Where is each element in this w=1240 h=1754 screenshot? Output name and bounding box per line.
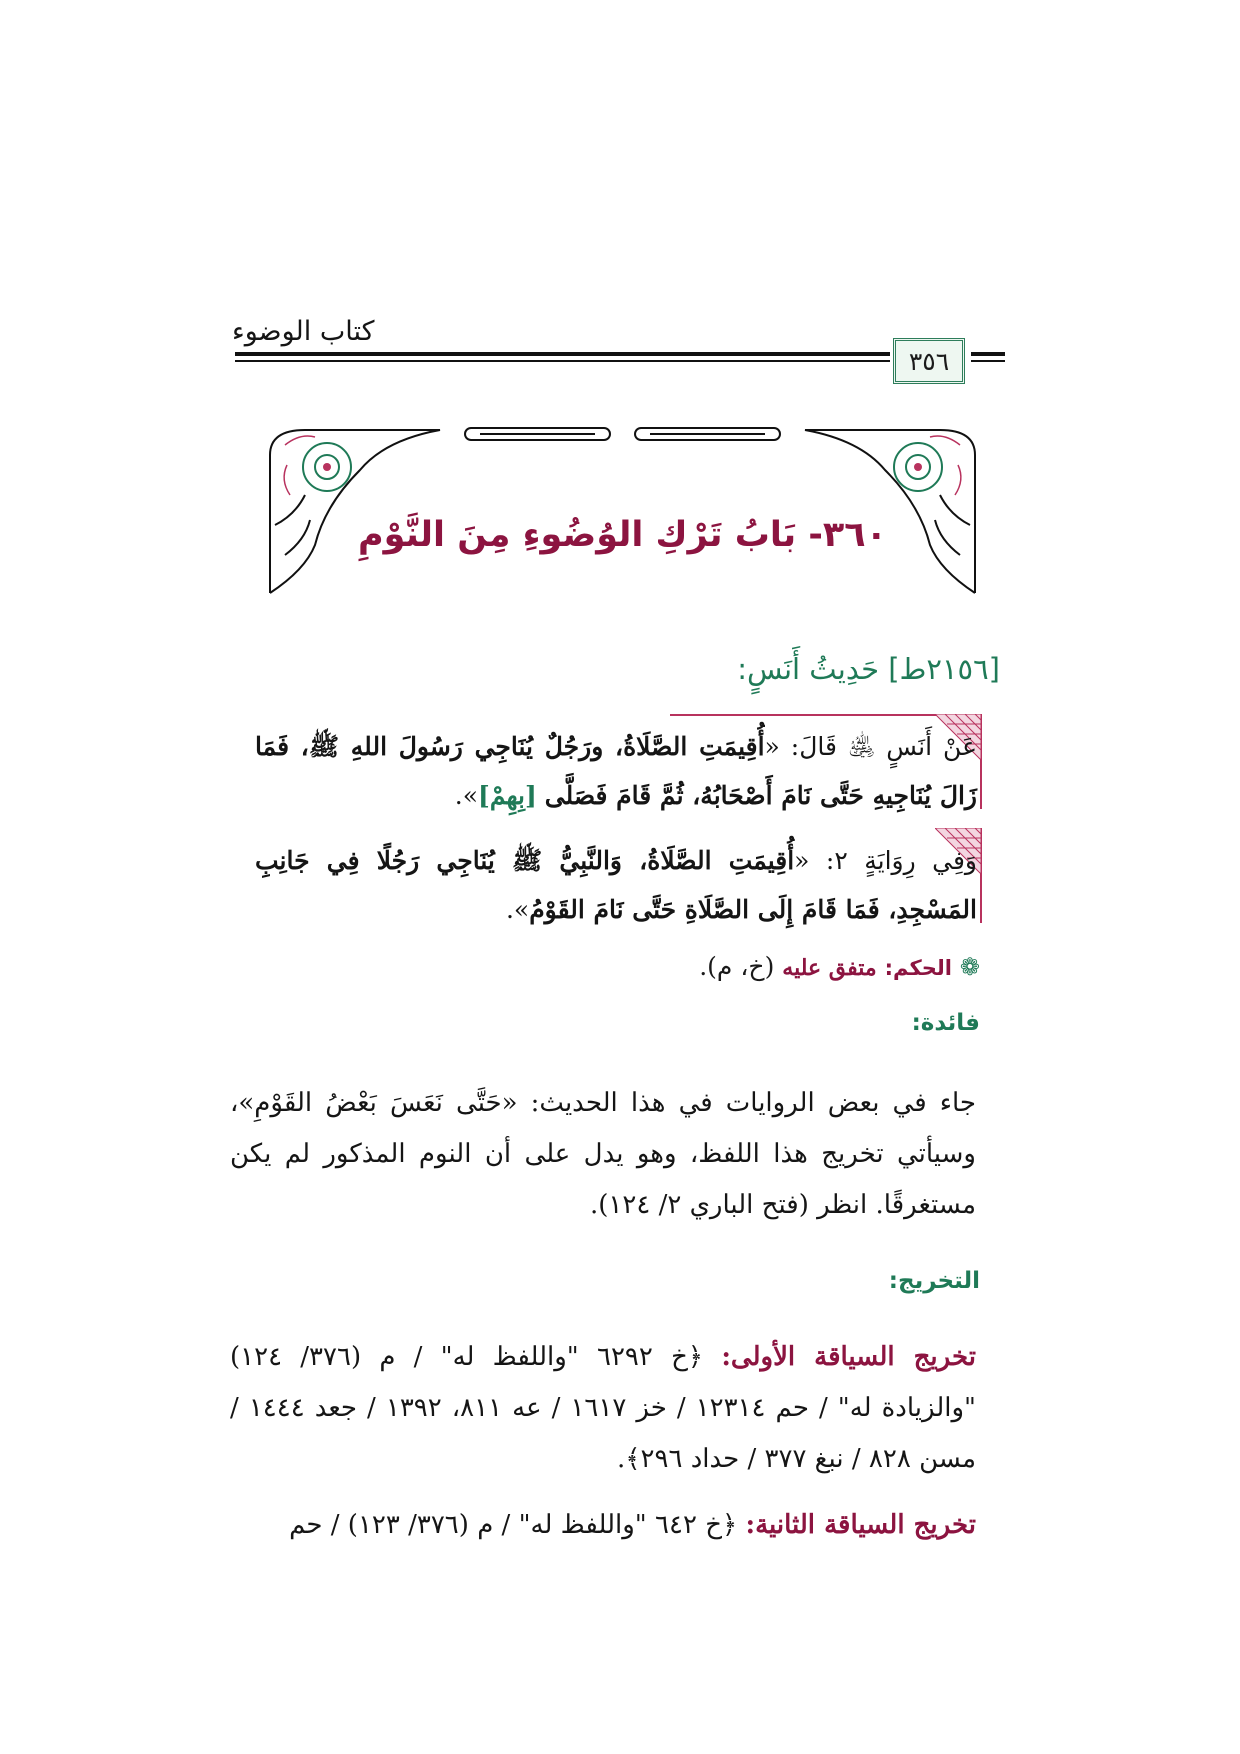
header-rule-top [235,352,890,356]
header-rule-right-2 [971,360,1005,362]
takhrij-second-label: تخريج السياقة الثانية: [745,1510,976,1540]
narration-1-intro: عَنْ أَنَسٍ ﵁ قَالَ: « [764,732,977,761]
narration-2-end: ». [505,895,530,924]
ruling-label: الحكم: [884,956,952,980]
benefit-heading: فائدة: [911,1010,980,1036]
rosette-left [303,443,351,491]
ruling-value: متفق عليه [782,955,877,981]
flower-icon: ❁ [959,953,980,981]
narration-2-text: أُقِيمَتِ الصَّلَاةُ، وَالنَّبِيُّ ﷺ يُنَاجِي رَجُلًا فِي جَانِبِ المَسْجِدِ، فَمَا قَامَ إِلَى الصَّلَاةِ حَتَّى نَامَ القَوْمُ [255,846,977,924]
ruling-line [600,952,980,981]
chapter-title: ٣٦٠- بَابُ تَرْكِ الوُضُوءِ مِنَ النَّوْمِ [358,515,887,555]
hadith-heading: [٢١٥٦ط] حَدِيثُ أَنَسٍ: [737,652,1000,686]
takhrij-first-text: ﴿خ ٦٢٩٢ "واللفظ له" / م (٣٧٦/ ١٢٤) "والزيادة له" / حم ١٢٣١٤ / خز ١٦١٧ / عه ٨١١، ١٣٩٢ / جعد ١٤٤٤ / مسن ٨٢٨ / نبغ ٣٧٧ / حداد ٢٩٦﴾. [230,1342,976,1474]
quote-rule-1 [670,714,980,716]
takhrij-heading: التخريج: [888,1268,980,1294]
narration-1-bracket: [بِهِمْ] [478,781,537,810]
header-rule-bottom [235,360,890,362]
takhrij-second [230,1500,976,1551]
takhrij-first-label: تخريج السياقة الأولى: [721,1342,977,1372]
chapter-ornament [265,425,980,595]
narration-1 [255,722,977,820]
page-number: ٣٥٦ [893,338,965,384]
rosette-right [894,443,942,491]
book-title: كتاب الوضوء [232,316,375,347]
takhrij-first [230,1332,976,1485]
narration-1-end: ». [454,781,478,810]
header-rule-right [971,352,1005,356]
benefit-text: جاء في بعض الروايات في هذا الحديث: «حَتَّى نَعَسَ بَعْضُ القَوْمِ»، وسيأتي تخريج هذا اللفظ، وهو يدل على أن النوم المذكور لم يكن مستغرقًا. انظر (فتح الباري ٢/ ١٢٤). [230,1088,976,1220]
narration-2 [255,836,977,934]
takhrij-second-text: ﴿خ ٦٤٢ "واللفظ له" / م (٣٧٦/ ١٢٣) / حم [289,1510,738,1540]
narration-1-text: أُقِيمَتِ الصَّلَاةُ، ورَجُلٌ يُنَاجِي رَسُولَ اللهِ ﷺ، فَمَا زَالَ يُنَاجِيهِ حَتَّى نَامَ أَصْحَابُهُ، ثُمَّ قَامَ فَصَلَّى [255,732,977,810]
ruling-refs: (خ، م). [699,952,775,981]
narration-2-intro: وَفِي رِوَايَةٍ ٢: « [794,846,977,875]
